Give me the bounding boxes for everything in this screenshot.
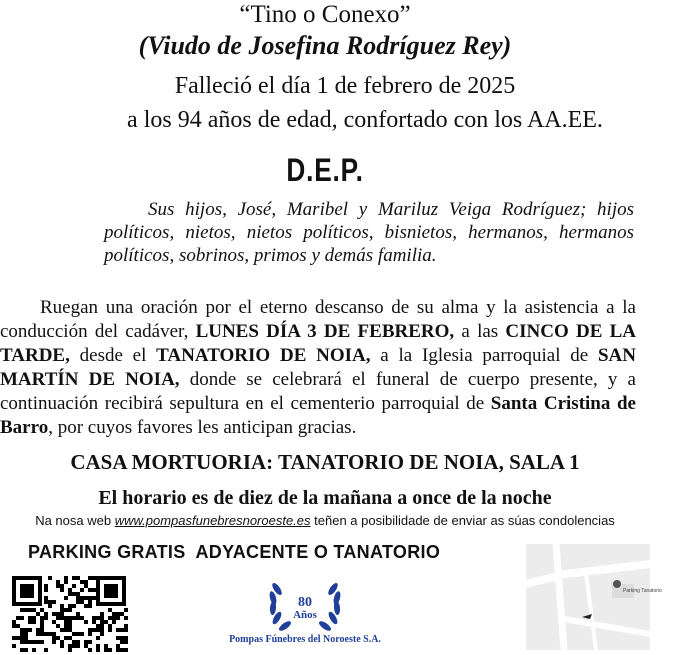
logo-company-name: Pompas Fúnebres del Noroeste S.A. [229, 634, 381, 645]
dep-heading: D.E.P. [286, 152, 364, 188]
condolences-web-line [0, 512, 650, 530]
map-pin-icon [613, 580, 621, 588]
announcement-text: donde se celebrará el funeral de cuerpo presente, y a continuación recibirá sepultura en el cementerio parroquial de [0, 369, 636, 414]
announcement-church: SAN MARTÍN DE NOIA, [0, 345, 636, 390]
web-text-after: teñen a posibilidade de enviar as súas condolencias [310, 513, 615, 528]
company-logo [205, 573, 405, 650]
casa-mortuoria: CASA MORTUORIA: TANATORIO DE NOIA, SALA 1 [70, 450, 580, 474]
announcement-text: desde el [69, 345, 157, 366]
announcement-time: CINCO DE LA TARDE, [0, 321, 637, 366]
deceased-nickname: “Tino o Conexo” [239, 1, 411, 28]
map-label: Parking Tanatorio [623, 588, 662, 594]
announcement-cemetery: Santa Cristina de Barro [0, 393, 636, 438]
visiting-hours: El horario es de diez de la mañana a once de la noche [98, 487, 552, 509]
map-graphic [526, 544, 662, 650]
logo-years-number: 80 [298, 595, 312, 610]
announcement-paragraph [0, 296, 636, 440]
announcement-text: a las [454, 321, 506, 342]
web-text-before: Na nosa web [35, 513, 115, 528]
logo-years-word: Años [293, 609, 317, 621]
laurel-emblem [205, 573, 405, 650]
widower-line: (Viudo de Josefina Rodríguez Rey) [138, 31, 512, 60]
announcement-date: LUNES DÍA 3 DE FEBRERO, [195, 321, 455, 342]
qr-code-graphic [10, 574, 128, 650]
announcement-text: a la Iglesia parroquial de [370, 345, 598, 366]
announcement-text: Ruegan una oración por el eterno descanso de su alma y la asistencia a la conducción del cadáver, [0, 297, 636, 342]
announcement-text: , por cuyos favores les anticipan gracias. [48, 417, 357, 438]
announcement-origin: TANATORIO DE NOIA, [156, 345, 371, 366]
website-link[interactable]: www.pompasfunebresnoroeste.es [114, 513, 311, 528]
location-map[interactable] [526, 544, 662, 650]
age-line: a los 94 años de edad, confortado con los AA.EE. [127, 107, 603, 133]
parking-banner: PARKING GRATIS ADYACENTE O TANATORIO [28, 542, 441, 562]
family-paragraph: Sus hijos, José, Maribel y Mariluz Veiga Rodríguez; hijos políticos, nietos, nietos políticos, bisnietos, hermanos, hermanos políticos, sobrinos, primos y demás familia. [104, 199, 634, 266]
death-date-line: Falleció el día 1 de febrero de 2025 [174, 73, 516, 99]
qr-code[interactable] [10, 574, 128, 650]
